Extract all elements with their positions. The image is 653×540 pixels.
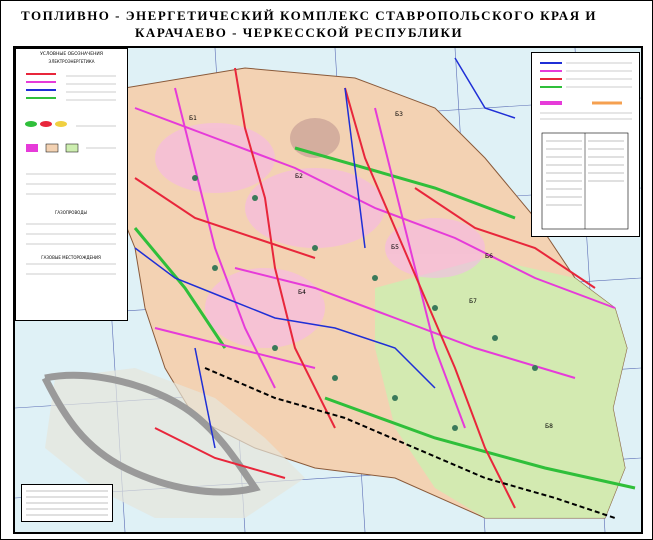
legend-panel	[15, 48, 128, 321]
map-label-b4: Б4	[298, 289, 306, 296]
map-label-b7: Б7	[469, 298, 477, 305]
legend-symbols	[16, 64, 127, 304]
stamp-lines	[22, 485, 112, 521]
map-label-b5: Б5	[391, 244, 399, 251]
legend-section-gas: ГАЗОПРОВОДЫ	[54, 210, 88, 215]
right-legend-panel	[531, 52, 640, 237]
legend-heading: УСЛОВНЫЕ ОБОЗНАЧЕНИЯ	[40, 52, 103, 57]
title-block	[9, 4, 643, 42]
legend-section-power: ЭЛЕКТРОЭНЕРГЕТИКА	[48, 59, 95, 64]
right-legend-symbols	[532, 53, 639, 236]
map-label-b3: Б3	[395, 111, 403, 118]
title-stamp	[21, 484, 113, 522]
legend-section-fields: ГАЗОВЫЕ МЕСТОРОЖДЕНИЯ	[41, 255, 101, 260]
urban-zone	[290, 118, 340, 158]
title-line-1: ТОПЛИВНО - ЭНЕРГЕТИЧЕСКИЙ КОМПЛЕКС СТАВРОПОЛЬСКОГО КРАЯ И	[21, 8, 597, 23]
map-label-b8: Б8	[545, 423, 553, 430]
map-label-b1: Б1	[189, 115, 197, 122]
map-label-b2: Б2	[295, 173, 303, 180]
title-line-2: КАРАЧАЕВО - ЧЕРКЕССКОЙ РЕСПУБЛИКИ	[135, 25, 464, 40]
map-label-b6: Б6	[485, 253, 493, 260]
